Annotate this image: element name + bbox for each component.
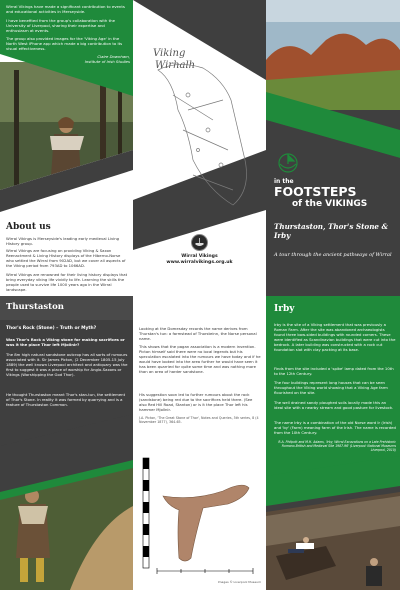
about-paragraph-2: Wirral Vikings are focusing on providing Viking & Saxon Reenactment & Living History displays of the Hiberno-Norse who settled the Wirral from 902AD, but we cover all aspects of the Viking period from 793AD to 1066AD. (6, 248, 126, 268)
quote-institute: Institute of Irish Studies (84, 59, 130, 64)
panel-back-map (133, 0, 266, 296)
thurstaston-subheading: Thor's Rock (Stone) – Truth or Myth? (6, 326, 97, 331)
history-paragraph-2: This shows that the pagan association is a modern invention. Picton himself said there were no local legends but his speculation escalated into the rumours we have today and if he would have looked into the area further he would have seen it has been quarried for quite some time and was nothing more than an area of harder sandstone. (139, 344, 261, 374)
website-url[interactable]: www.wirralvikings.org.uk (166, 260, 233, 265)
thurstaston-paragraph-2: The 8m high natural sandstone outcrop has all sorts of rumours associated with it. Sir James Picton, (2 December 1805-15 July 1889) the well known Liverpool architect and antiquary was the first to suggest it was a place of worship for Anglo-Saxons or Vikings (Worshipping the God Thor). (6, 352, 128, 377)
brand-name: Wirral Vikings (181, 254, 218, 259)
panel-history (133, 296, 266, 590)
map-title-line2: Wirhalh (155, 60, 196, 71)
history-paragraph-1: Looking at the Domesday records the name derives from Thurstan's tun: a farmstead of Thorsteinn, the Norse personal name. (139, 326, 257, 341)
thurstaston-heading: Thurstaston (6, 302, 64, 312)
irby-paragraph-1: Irby is the site of a Viking settlement that was previously a Roman Farm. After the site was abandoned archaeologists found three bow-sided buildings with rounded corners. These were identified as Scandinavian buildings that were cut into the bedrock. A later building was constructed with a rock cut foundation slot with clay packing at its base. (274, 322, 396, 352)
title-of-the-vikings: of the VIKINGS (292, 199, 368, 209)
irby-heading: Irby (274, 304, 295, 314)
cover-tagline: A tour through the ancient pathways of Wirral (274, 252, 392, 258)
panel-thurstaston (0, 296, 133, 590)
intro-paragraph-2: I have benefited from the group's collaboration with the University of Liverpool, sharing their expertise and enthusiasm at events. (6, 18, 115, 33)
history-paragraph-3: His suggestion soon led to further rumours about the rock (sandstone) being red due to the sacrifices held there. (See also Red Hill Road, Stanton) or is it the place Thor left his hammer Mjollnir. (139, 392, 253, 412)
thurstaston-paragraph-1: Was Thor's Rock a Viking stone for making sacrifices or was it the place Thor left Mjollnir? (6, 337, 125, 347)
irby-paragraph-3: The four buildings represent long houses that can be seen throughout the Viking world showing that a Viking Age farm flourished on the site. (274, 380, 388, 395)
wirral-vikings-logo (191, 234, 208, 251)
intro-paragraph-3: The group also provided images for the 'Viking Age' in the North West iPhone app which made a big contribution to its visual effectiveness. (6, 36, 123, 51)
irby-paragraph-4: The well drained sandy ploughed soils locally made this an ideal site with a nearby stream and good pasture for livestock. (274, 400, 394, 410)
panel2-background (133, 0, 266, 296)
quote-author: Claire Downham, (97, 54, 130, 59)
panel-irby (266, 296, 400, 590)
title-in-the: in the (274, 178, 294, 185)
intro-paragraph-1: Wirral Vikings have made a significant contribution to events and educational activities in Merseyside. (6, 4, 125, 14)
title-footsteps: FOOTSTEPS (274, 184, 357, 199)
cover-subtitle: Thurstaston, Thor's Stone & Irby (274, 222, 388, 240)
irby-reference: R.A. Philpott and M.H. Adams, 'Irby, Wirral Excavations on a Late Prehistoric Romano-British and Medieval Site 1987-96' (Liverpool: National Museums Liverpool, 2010) (278, 440, 396, 453)
thurstaston-paragraph-3: He thought Thurstaston meant Thor's stan-tun, the settlement of Thor's Stone. In reality it was formed by quarrying and is a feature of Thurstaston Common. (6, 392, 126, 407)
history-reference: J.A. Picton, 'The Great Stone of Thor', Notes and Queries, 5th series, 8 (4 November 1877), 364-65. (139, 416, 259, 425)
irby-paragraph-5: The name Irby is a combination of the old Norse word Ir (Irish) and 'by' (Farm) meaning farm of the Irish. The name is recorded from the 10th Century. (274, 420, 396, 435)
image-credit: Images © Liverpool Museum (217, 580, 261, 584)
irby-paragraph-2: Finds from the site included a 'spike' lamp dated from the 10th to the 12th Century. (274, 366, 394, 376)
panel-back-quote (0, 0, 133, 296)
about-heading: About us (6, 222, 51, 232)
map-title-line1: Viking (153, 48, 186, 59)
about-paragraph-1: Wirral Vikings is Merseyside's leading early medieval Living History group. (6, 236, 120, 246)
about-paragraph-3: Wirral Vikings are renowned for their living history displays that bring everyday viking life vividly to life. Learning the skills the people used to survive life 1000 years ago in the Wirral landscape. (6, 272, 128, 292)
panel-front-cover (266, 0, 400, 296)
